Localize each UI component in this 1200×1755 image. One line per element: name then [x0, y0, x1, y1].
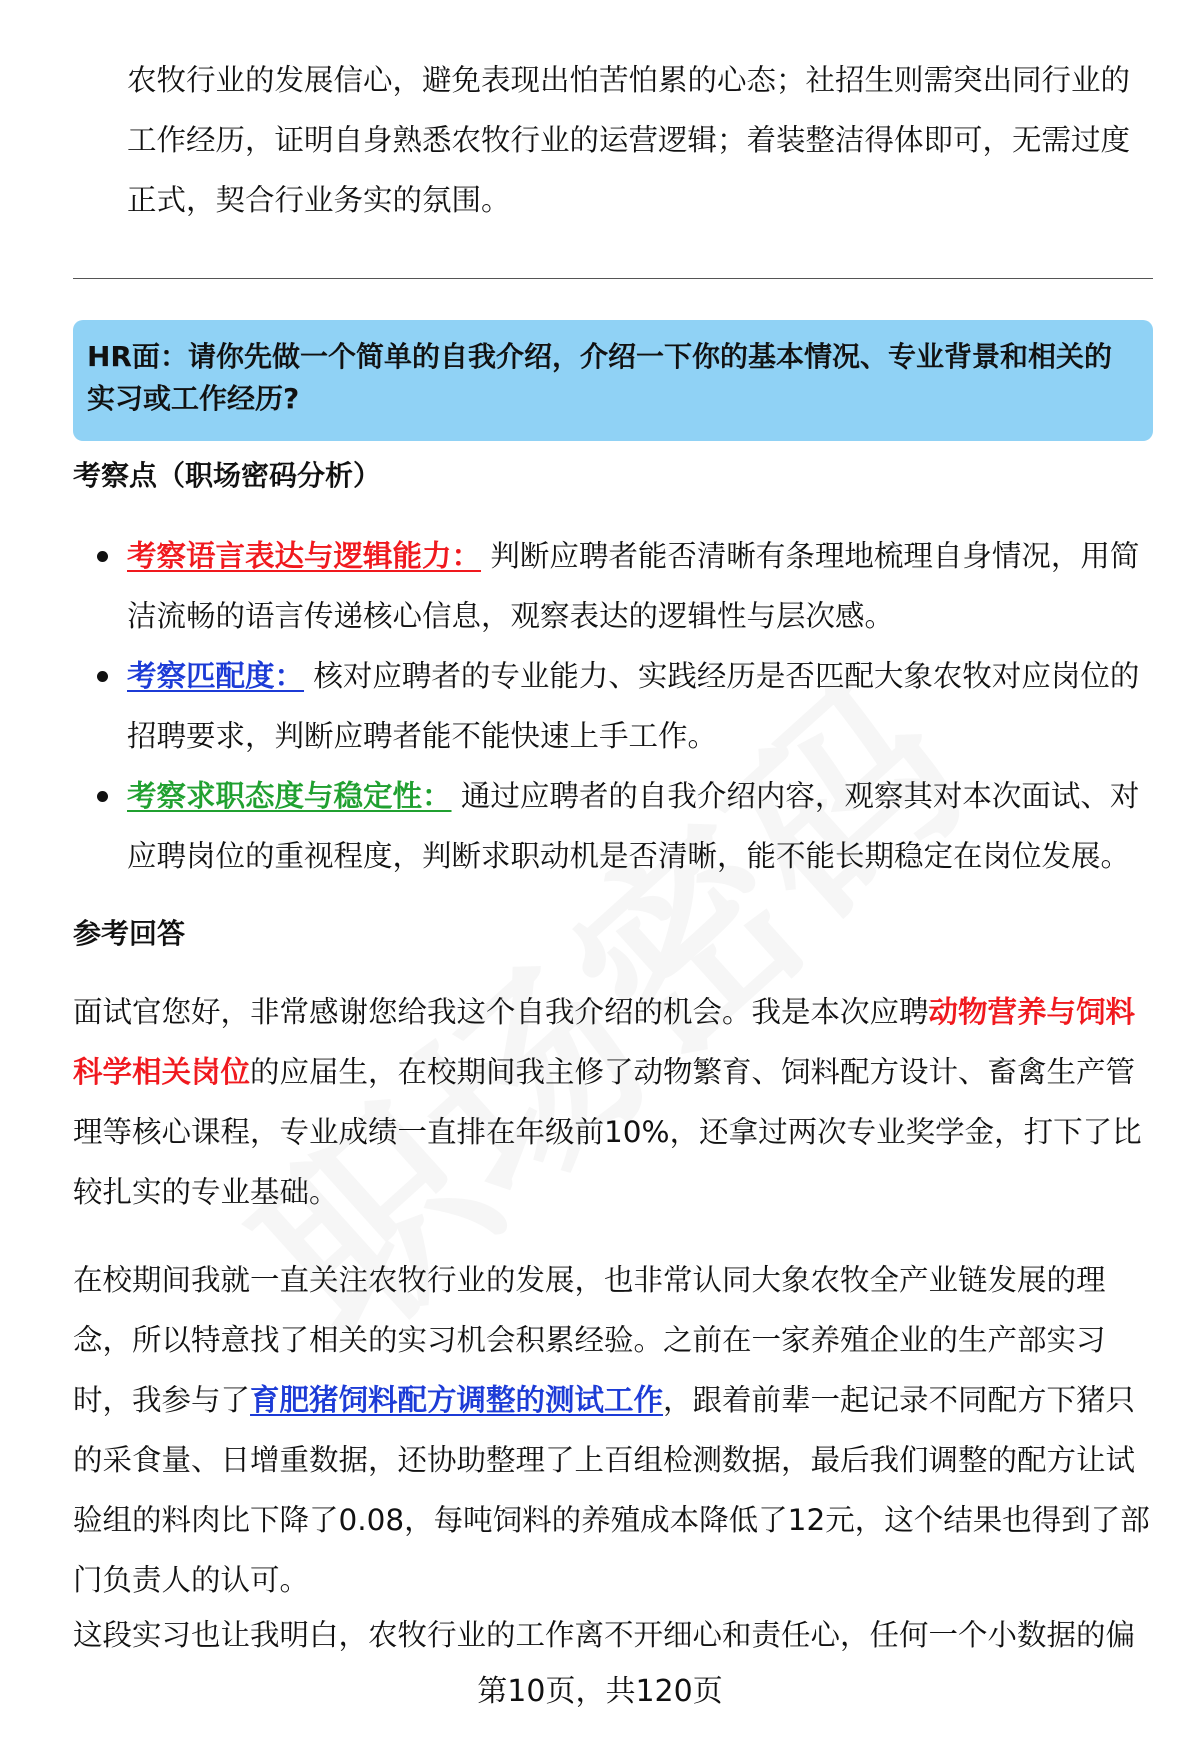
- intro-paragraph: 农牧行业的发展信心，避免表现出怕苦怕累的心态；社招生则需突出同行业的工作经历，证明自身熟悉农牧行业的运营逻辑；着装整洁得体即可，无需过度正式，契合行业务实的氛围。: [127, 63, 1131, 217]
- point-keyword: 考察求职态度与稳定性：: [127, 779, 452, 813]
- points-list: [73, 526, 1155, 886]
- text: 在校期间我就一直关注农牧行业的发展，也非常认同大象农牧全产业链发展的理念，所以特意找了相关的实习机会积累经验。之前在一家养殖企业的生产部实习时，我参与了: [73, 1263, 1106, 1417]
- point-text: 核对应聘者的专业能力、实践经历是否匹配大象农牧对应岗位的招聘要求，判断应聘者能不能快速上手工作。: [127, 659, 1140, 753]
- list-item: [73, 766, 1155, 886]
- point-text: 判断应聘者能否清晰有条理地梳理自身情况，用简洁流畅的语言传递核心信息，观察表达的逻辑性与层次感。: [127, 539, 1140, 633]
- highlight-project: 育肥猪饲料配方调整的测试工作: [250, 1383, 664, 1417]
- point-keyword: 考察语言表达与逻辑能力：: [127, 539, 482, 573]
- answer-paragraph-2: [73, 1250, 1155, 1610]
- bullet-icon: [97, 791, 108, 802]
- answer-paragraph-1: [73, 982, 1155, 1222]
- answer-heading: 参考回答: [73, 917, 186, 950]
- bullet-icon: [97, 671, 108, 682]
- list-item: [73, 526, 1155, 646]
- point-text: 通过应聘者的自我介绍内容，观察其对本次面试、对应聘岗位的重视程度，判断求职动机是否清晰，能不能长期稳定在岗位发展。: [127, 779, 1140, 873]
- points-heading: 考察点（职场密码分析）: [73, 459, 382, 492]
- bullet-icon: [97, 551, 108, 562]
- text: ，跟着前辈一起记录不同配方下猪只的采食量、日增重数据，还协助整理了上百组检测数据，最后我们调整的配方让试验组的料肉比下降了0.08，每吨饲料的养殖成本降低了12元，这个结果也得到了部门负责人的认可。: [73, 1383, 1150, 1597]
- question-box: HR面：请你先做一个简单的自我介绍，介绍一下你的基本情况、专业背景和相关的实习或工作经历?: [73, 320, 1153, 441]
- list-item: [73, 646, 1155, 766]
- point-keyword: 考察匹配度：: [127, 659, 305, 693]
- text: 面试官您好，非常感谢您给我这个自我介绍的机会。我是本次应聘: [73, 995, 929, 1029]
- answer-paragraph-3: 这段实习也让我明白，农牧行业的工作离不开细心和责任心，任何一个小数据的偏: [73, 1618, 1136, 1652]
- highlight-position: 动物营养与饲料科学相关岗位: [73, 995, 1136, 1089]
- text: 的应届生，在校期间我主修了动物繁育、饲料配方设计、畜禽生产管理等核心课程，专业成绩一直排在年级前10%，还拿过两次专业奖学金，打下了比较扎实的专业基础。: [73, 1055, 1142, 1209]
- divider: [73, 278, 1153, 279]
- page-number: 第10页，共120页: [477, 1674, 723, 1709]
